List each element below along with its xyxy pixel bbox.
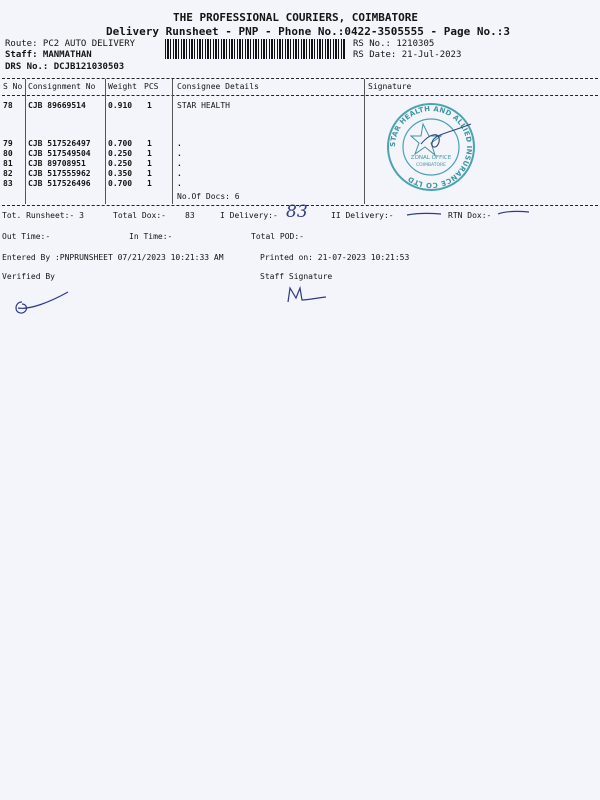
col-divider: [25, 79, 26, 204]
verified-by-label: Verified By: [2, 272, 55, 281]
row-consignment: CJB 517555962: [28, 169, 91, 178]
row-sno: 83: [3, 179, 13, 188]
row-pcs: 1: [147, 149, 152, 158]
row-consignment: CJB 517526496: [28, 179, 91, 188]
row-pcs: 1: [147, 101, 152, 110]
col-header-pcs: PCS: [144, 82, 159, 91]
row-consignment: CJB 89708951: [28, 159, 86, 168]
i-delivery-label: I Delivery:-: [220, 211, 278, 220]
row-consignment: CJB 517526497: [28, 139, 91, 148]
row-weight: 0.910: [108, 101, 133, 110]
stamp-line-2: COIMBATORE: [416, 163, 446, 168]
rs-date: RS Date: 21-Jul-2023: [353, 50, 462, 60]
row-weight: 0.700: [108, 179, 133, 188]
staff-signature: [282, 282, 332, 306]
ii-delivery-dash-mark: [405, 210, 445, 218]
i-delivery-handwritten: 83: [286, 202, 308, 222]
row-weight: 0.250: [108, 159, 133, 168]
verifier-signature: [10, 288, 80, 318]
row-pcs: 1: [147, 159, 152, 168]
rs-number: RS No.: 1210305: [353, 39, 435, 49]
ii-delivery-label: II Delivery:-: [331, 211, 394, 220]
total-pod-label: Total POD:-: [251, 232, 304, 241]
in-time-label: In Time:-: [129, 232, 173, 241]
staff-label: Staff: MANMATHAN: [5, 50, 92, 60]
row-sno: 82: [3, 169, 13, 178]
row-pcs: 1: [147, 179, 152, 188]
col-header-sno: S No: [3, 82, 23, 91]
entered-by: Entered By :PNPRUNSHEET 07/21/2023 10:21:33 AM: [2, 253, 224, 262]
row-consignment: CJB 517549504: [28, 149, 91, 158]
row-consignee: .: [177, 169, 182, 178]
stamp-line-1: ZONAL OFFICE: [410, 155, 452, 161]
col-header-signature: Signature: [368, 82, 412, 91]
total-dox-label: Total Dox:-: [113, 211, 166, 220]
row-sno: 80: [3, 149, 13, 158]
svg-text:STAR HEALTH AND ALLIED INSURAN: [389, 105, 473, 189]
row-sno: 78: [3, 101, 13, 110]
runsheet-title: Delivery Runsheet - PNP - Phone No.:0422-3505555 - Page No.:3: [106, 25, 510, 38]
stamp-outer-text: STAR HEALTH AND ALLIED INSURANCE CO LTD: [388, 104, 474, 190]
row-sno: 79: [3, 139, 13, 148]
company-name: THE PROFESSIONAL COURIERS, COIMBATORE: [173, 11, 419, 24]
table-top-rule: [2, 78, 598, 79]
total-dox-value: 83: [185, 211, 195, 220]
col-header-consignee: Consignee Details: [177, 82, 259, 91]
row-weight: 0.250: [108, 149, 133, 158]
col-divider: [105, 79, 106, 204]
row-sno: 81: [3, 159, 13, 168]
out-time-label: Out Time:-: [2, 232, 51, 241]
printed-on: Printed on: 21-07-2023 10:21:53: [260, 253, 410, 262]
col-divider: [364, 79, 365, 204]
staff-signature-label: Staff Signature: [260, 272, 333, 281]
row-consignee: .: [177, 139, 182, 148]
no-of-docs: No.Of Docs: 6: [177, 192, 240, 201]
rtn-dox-dash-mark: [496, 208, 532, 218]
row-pcs: 1: [147, 139, 152, 148]
row-consignee: STAR HEALTH: [177, 101, 230, 110]
total-runsheet: Tot. Runsheet:- 3: [2, 211, 84, 220]
row-weight: 0.700: [108, 139, 133, 148]
row-consignee: .: [177, 149, 182, 158]
barcode: [165, 39, 345, 59]
drs-number: DRS No.: DCJB121030503: [5, 62, 125, 72]
company-stamp: [381, 102, 481, 192]
row-consignee: .: [177, 159, 182, 168]
row-weight: 0.350: [108, 169, 133, 178]
row-consignment: CJB 89669514: [28, 101, 86, 110]
row-pcs: 1: [147, 169, 152, 178]
route-label: Route: PC2 AUTO DELIVERY: [5, 39, 136, 49]
rtn-dox-label: RTN Dox:-: [448, 211, 492, 220]
col-header-consignment: Consignment No: [28, 82, 96, 91]
table-header-rule: [2, 95, 598, 96]
col-header-weight: Weight: [108, 82, 137, 91]
row-consignee: .: [177, 179, 182, 188]
col-divider: [172, 79, 173, 204]
